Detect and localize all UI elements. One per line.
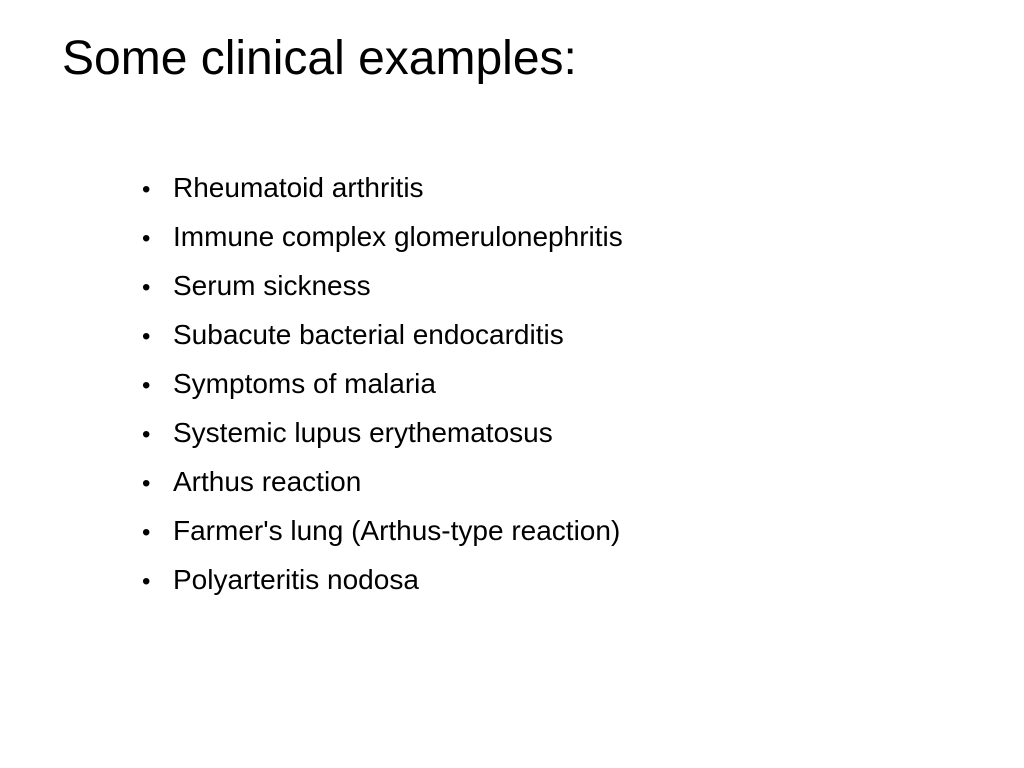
- slide-title: Some clinical examples:: [62, 32, 577, 85]
- list-item-text: Systemic lupus erythematosus: [173, 417, 553, 448]
- list-item-text: Arthus reaction: [173, 466, 362, 497]
- bullet-icon: •: [142, 470, 151, 497]
- bullet-icon: •: [142, 225, 151, 252]
- list-item: [142, 560, 623, 609]
- list-item-text: Farmer's lung (Arthus-type reaction): [173, 515, 621, 546]
- list-item: [142, 462, 623, 511]
- list-item: [142, 266, 623, 315]
- bullet-icon: •: [142, 568, 151, 595]
- list-item-text: Immune complex glomerulonephritis: [173, 221, 623, 252]
- list-item-text: Subacute bacterial endocarditis: [173, 319, 564, 350]
- list-item-text: Rheumatoid arthritis: [173, 172, 424, 203]
- bullet-icon: •: [142, 274, 151, 301]
- bullet-list: [142, 168, 623, 609]
- list-item: [142, 315, 623, 364]
- list-item: [142, 168, 623, 217]
- bullet-icon: •: [142, 421, 151, 448]
- list-item: [142, 511, 623, 560]
- list-item-text: Polyarteritis nodosa: [173, 564, 419, 595]
- list-item-text: Symptoms of malaria: [173, 368, 436, 399]
- list-item: [142, 217, 623, 266]
- bullet-icon: •: [142, 372, 151, 399]
- list-item-text: Serum sickness: [173, 270, 371, 301]
- bullet-icon: •: [142, 519, 151, 546]
- list-item: [142, 413, 623, 462]
- list-item: [142, 364, 623, 413]
- bullet-icon: •: [142, 176, 151, 203]
- bullet-icon: •: [142, 323, 151, 350]
